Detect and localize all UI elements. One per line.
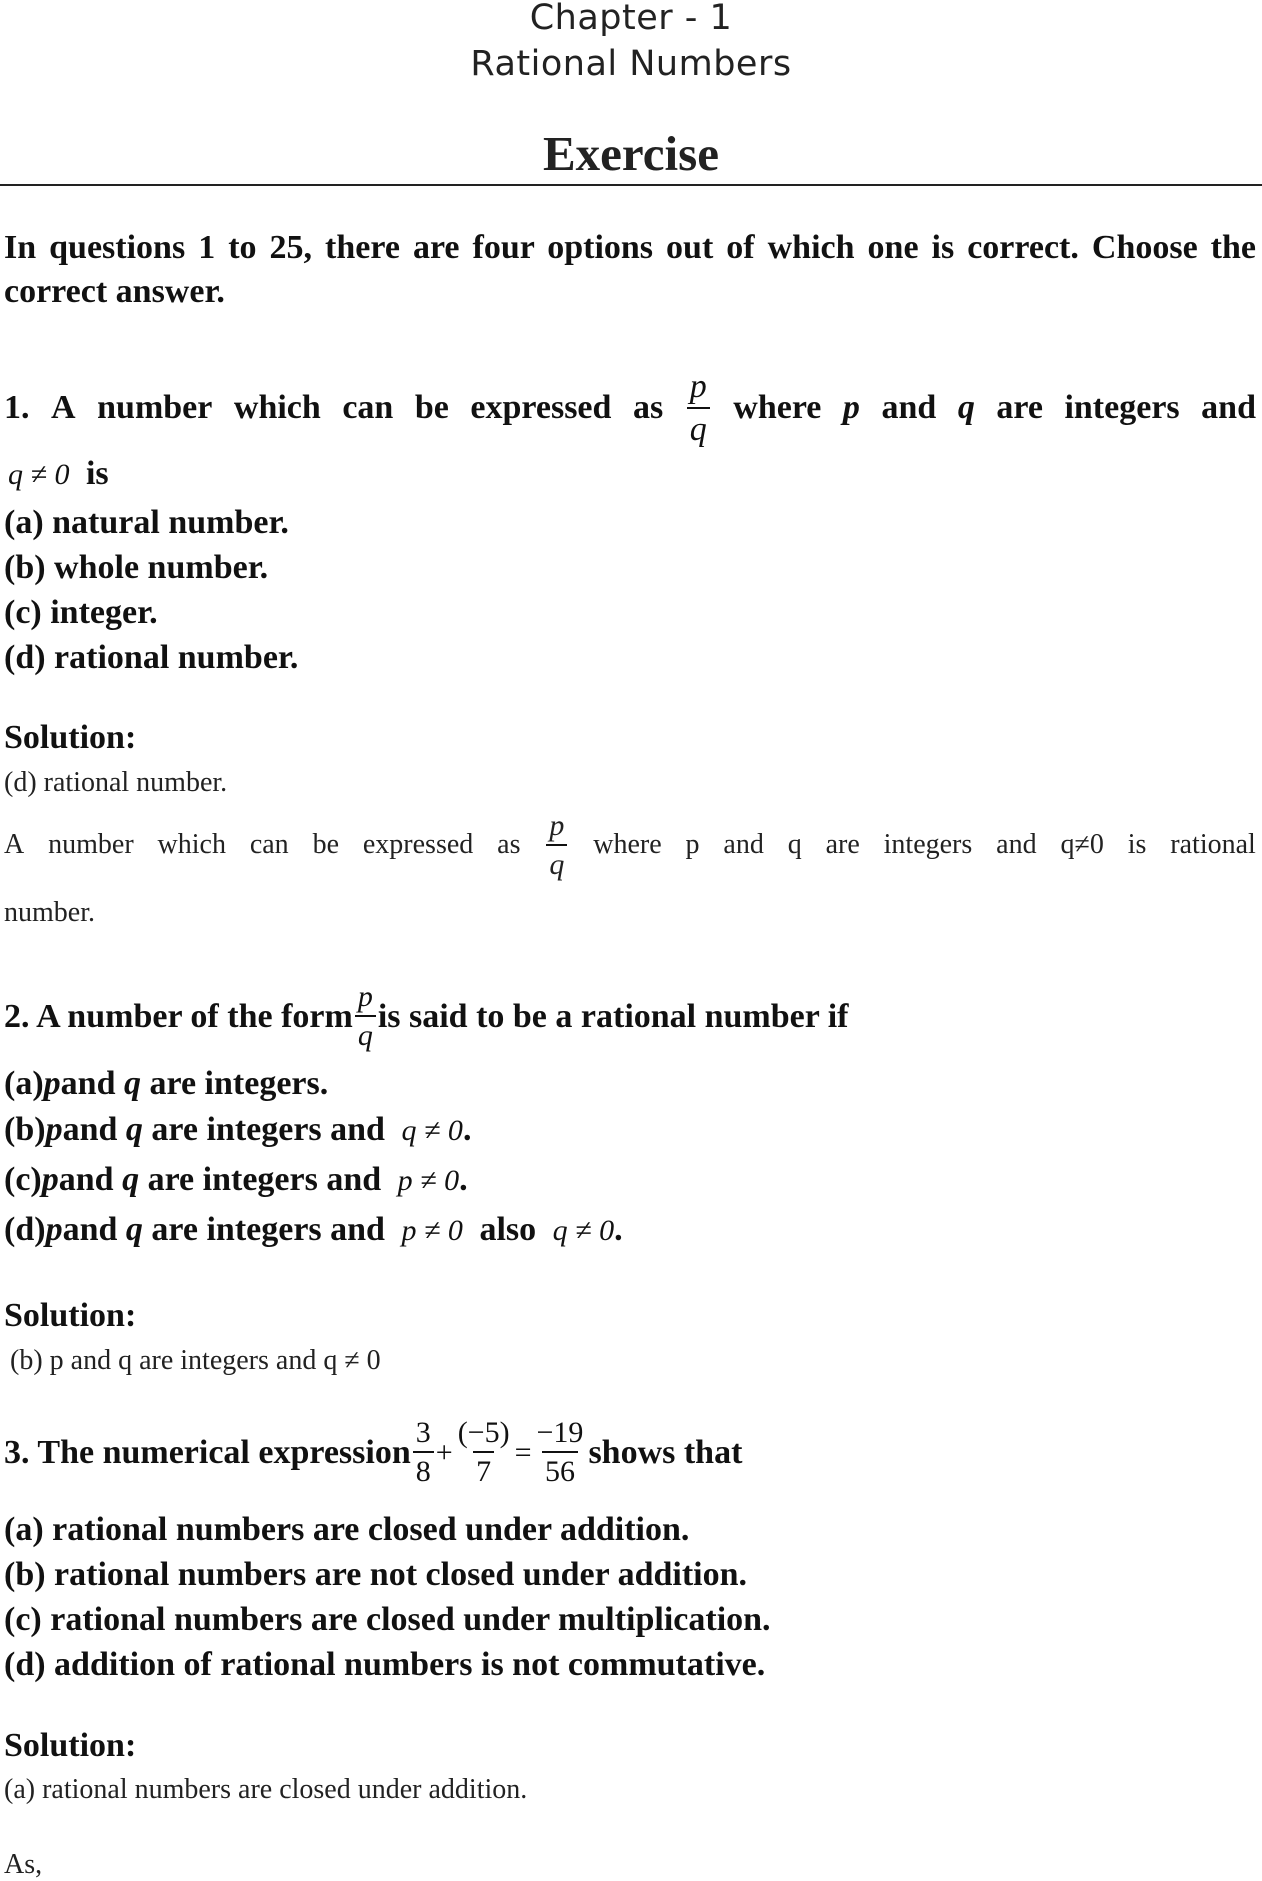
question-2-solution-heading: Solution: <box>4 1297 137 1334</box>
question-1-solution-answer: (d) rational number. <box>4 767 228 798</box>
question-2-solution-answer: (b) p and q are integers and q ≠ 0 <box>10 1345 381 1376</box>
question-1-option-d: (d) rational number. <box>4 639 299 676</box>
fraction-minus5-over-7: $\frac{(-5)}{7}$ <box>457 1416 510 1488</box>
question-3-option-d: (d) addition of rational numbers is not commutative. <box>4 1646 766 1683</box>
question-3-solution-as: As, <box>4 1849 43 1880</box>
fraction-p-over-q: $\frac{p}{q}$ <box>355 982 376 1051</box>
exercise-title: Exercise <box>543 126 719 181</box>
question-1-stem-line2: q ≠ 0 is <box>8 455 109 492</box>
question-2-option-d: (d)pand q are integers and p ≠ 0 also q ≠ 0. <box>4 1211 623 1248</box>
question-1-option-b: (b) whole number. <box>4 549 269 586</box>
question-1-option-a: (a) natural number. <box>4 504 289 541</box>
fraction-3-over-8: $\frac{3}{8}$ <box>413 1418 434 1487</box>
question-1-solution-heading: Solution: <box>4 719 137 756</box>
question-1-stem: 1. A number which can be expressed as $\frac{p}{q}$ where p and q are integers and <box>4 367 1256 448</box>
question-1-solution-line2: number. <box>4 897 95 928</box>
question-2-stem: 2. A number of the form $\frac{p}{q}$ is said to be a rational number if <box>4 980 849 1052</box>
fraction-minus19-over-56: $\frac{-19}{56}$ <box>536 1416 584 1488</box>
question-2-option-c: (c)pand q are integers and p ≠ 0. <box>4 1161 468 1198</box>
question-3-option-b: (b) rational numbers are not closed under addition. <box>4 1556 748 1593</box>
question-3-stem: 3. The numerical expression $\frac{3}{8}$ + $\frac{(-5)}{7}$ = $\frac{-19}{56}$ shows that <box>4 1416 743 1488</box>
question-3-solution-answer: (a) rational numbers are closed under addition. <box>4 1774 528 1805</box>
question-1-solution-explanation: A number which can be expressed as $\frac{p}{q}$ where p and q are integers and q≠0 is rational <box>4 808 1256 881</box>
chapter-label: Chapter - 1 <box>529 0 733 38</box>
question-1-option-c: (c) integer. <box>4 594 158 631</box>
intro-instructions: In questions 1 to 25, there are four options out of which one is correct. Choose the correct answer. <box>4 229 1256 310</box>
question-2-option-b: (b)pand q are integers and q ≠ 0. <box>4 1111 472 1148</box>
chapter-subtitle: Rational Numbers <box>470 44 792 84</box>
question-3-option-c: (c) rational numbers are closed under multiplication. <box>4 1601 771 1638</box>
header-divider <box>0 184 1262 186</box>
fraction-p-over-q: $\frac{p}{q}$ <box>687 370 710 447</box>
question-3-solution-heading: Solution: <box>4 1727 137 1764</box>
solution-fraction-p-over-q: $\frac{p}{q}$ <box>546 811 567 880</box>
question-3-option-a: (a) rational numbers are closed under addition. <box>4 1511 690 1548</box>
question-2-option-a: (a)pand q are integers. <box>4 1065 329 1102</box>
